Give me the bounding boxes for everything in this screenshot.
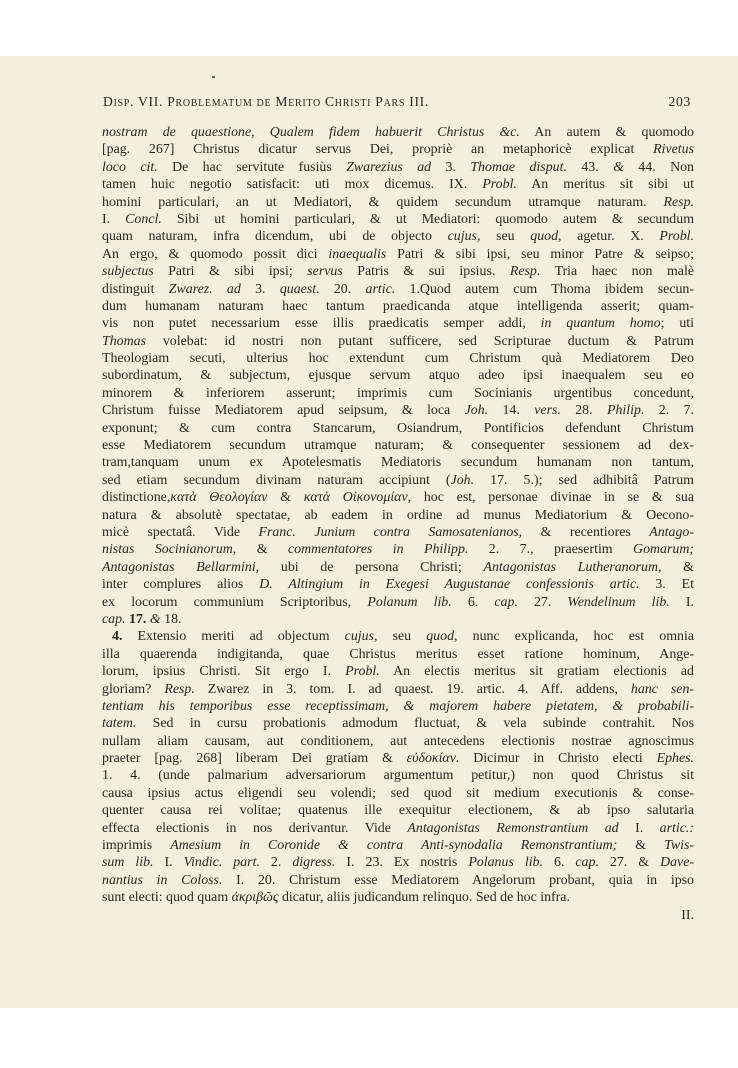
text-line [102,420,694,437]
text-run: Probl. [345,664,380,680]
text-run: vers. [534,403,561,419]
text-run: quod, [530,229,562,245]
text-run: ; uti [660,316,694,332]
text-run: Polanum lib. [367,594,452,610]
text-run: Thomas [102,333,146,349]
text-run: & recentiores [522,524,650,540]
text-line [102,907,694,924]
text-run: An autem & quomodo [519,125,694,140]
text-line [102,472,694,489]
text-line [102,176,694,193]
text-run: & [613,159,624,175]
text-line [102,785,694,802]
text-line [102,524,694,541]
text-run: Extensio meriti ad objectum [122,629,345,645]
text-run: Concl. [125,211,162,227]
text-run: An meritus sit sibi ut [516,177,694,193]
text-line [102,576,694,593]
text-run: 27. & [598,855,661,871]
text-run: 17. 5.); sed adhibitâ Patrum [474,472,694,488]
text-run: sunt electi: quod quam [102,890,232,906]
text-run: Resp. [663,194,694,210]
text-run: dum humanam naturam haec tantum praedicanda atque intelligenda asserit; quam- [102,298,694,314]
text-run: distinguit [102,281,169,297]
text-run: De hac servitute fusiùs [157,159,347,175]
text-run: cujus, [344,629,378,645]
text-run: 3. [431,159,471,175]
text-line [102,889,694,906]
text-run: Probl. [482,177,517,193]
text-run: seu [480,229,531,245]
text-run: Sed in cursu probationis admodum fluctuat, & vela subinde contrahit. Nos [136,716,694,732]
text-line [102,663,694,680]
text-run: 2. 7., praesertim [468,542,634,558]
text-run: Joh. [464,403,489,419]
text-line [102,367,694,384]
text-run: Antagonistas Bellarmini, [102,559,260,575]
page-number: 203 [668,94,691,109]
text-run: I. [153,855,184,871]
text-run: nostram de quaestione, Qualem fidem habuerit Christus &c. [102,125,520,140]
text-run: distinctione, [102,490,171,506]
text-run: Thomae disput. [470,159,567,175]
text-line [102,854,694,871]
text-run: Polanus lib. [468,855,543,871]
text-line [102,541,694,558]
text-line [102,820,694,837]
text-run: in quantum homo [540,316,661,332]
text-run: Zwarezius ad [346,159,432,175]
text-run: inaequalis [328,246,387,262]
text-line [102,315,694,332]
text-run: Philip. [606,403,645,419]
text-run: cujus, [447,229,481,245]
text-line [102,872,694,889]
text-run: Dicimur in Christo electi [459,751,657,767]
text-run: agetur. X. [561,229,660,245]
text-run: 1.Quod autem cum Thoma ibidem secun- [395,281,694,297]
text-run: nistas Socinianorum, [102,542,237,558]
text-run: quam naturam, infra dicendum, ubi de objecto [102,229,448,245]
text-run: κατὰ Οἰκονομίαν, [303,490,412,506]
text-line [102,263,694,280]
text-run: Resp. [164,681,195,697]
text-line [102,698,694,715]
text-run: Christum fuisse Mediatorem apud seipsum, & loca [102,403,465,419]
text-line [102,646,694,663]
text-run: micè spectatâ. Vide [102,524,259,540]
text-run: digress. [292,855,336,871]
text-run: I. 23. Ex nostris [335,855,469,871]
text-run: εὐδοκίαν. [406,751,460,767]
text-run: Antagonistas Remonstrantium ad [407,820,619,836]
text-run: An ergo, & quomodo possit dici [102,246,329,262]
text-run: Rivetus [653,142,694,158]
text-run: I. [102,211,126,227]
text-run: & [149,611,161,627]
text-run: loco cit. [102,159,158,175]
text-run: exponunt; & cum contra Stancarum, Osiandrum, Pontificios defendunt Christum [102,420,694,436]
text-run: 14. [488,403,535,419]
text-run: 18. [160,611,182,627]
text-run: tatem. [102,716,137,732]
text-run: artic.: [659,820,694,836]
text-run: subordinatum, & subjectum, ejusque servum atquo adeo ipsi inaequalem seu eo [102,368,694,384]
text-run: Patris & sui ipsius. [342,264,510,280]
text-run: esse Mediatorem secundum utramque naturam; & consequenter sessionem ad dex- [102,438,694,454]
text-run: cap. [575,855,599,871]
text-line [102,246,694,263]
text-run: I. [618,820,660,836]
text-run: 43. [566,159,614,175]
text-line [102,454,694,471]
text-run: 20. [319,281,366,297]
text-line [102,611,694,628]
text-run: Antagonistas Lutheranorum, [483,559,662,575]
book-page [0,56,738,1008]
text-line [102,715,694,732]
text-run: 4. [112,629,123,645]
text-run: II. [681,907,694,923]
text-run: 27. [517,594,568,610]
text-run: 3. [240,281,280,297]
text-run: lorum, ipsius Christi. Sit ergo I. [102,664,346,680]
text-run: cap. [494,594,518,610]
text-line [102,124,694,141]
text-run: tentiam his temporibus esse receptissimam, & majorem habere pietatem, & probabili- [102,698,694,714]
text-line [102,559,694,576]
text-run: 17. [125,611,150,627]
text-run: 1. 4. (unde palmarium adversariorum argumentum petitur,) non quod Christus sit [102,768,694,784]
text-run: 6. [542,855,576,871]
text-line [102,211,694,228]
text-run: vis non putet necessarium esse illis praedicatis semper addi, [102,316,541,332]
text-run: dicatur, aliis judicandum relinquo. Sed de hoc infra. [278,890,570,906]
text-run: & [661,559,694,575]
text-run: sum lib. [102,855,154,871]
text-run: cap. [102,611,126,627]
text-run: nullam aliam causam, aut conditionem, aut antecedens electionis nostrae agnoscimus [102,733,694,749]
text-run: Wendelinum lib. [567,594,670,610]
text-run: & [267,490,304,506]
text-run: quenter causa rei volitae; quatenus ille exequitur electionem, & ab ipso salutaria [102,803,694,819]
text-line [102,281,694,298]
text-run: Ephes. [656,751,694,767]
text-run: [pag. 267] Christus dicatur servus Dei, propriè an metaphoricè explicat [102,142,654,158]
text-run: sed etiam secundum divinam naturam accipiunt ( [102,472,451,488]
text-run: 3. Et [639,577,694,593]
text-run: Sibi ut homini particulari, & ut Mediatori: quomodo autem & secundum [161,211,694,227]
text-line [102,402,694,419]
text-run: Twis- [664,838,694,854]
text-run: I. [669,594,694,610]
text-run: Probl. [659,229,694,245]
text-run: Dave- [660,855,694,871]
text-run: Vindic. part. [183,855,260,871]
text-line [102,837,694,854]
text-line [102,594,694,611]
text-run: Zwarez in 3. tom. I. ad quaest. 19. artic. 4. Aff. addens, [194,681,631,697]
text-run: nantius in Coloss. [102,872,223,888]
text-run: quod, [426,629,458,645]
text-run: Resp. [509,264,541,280]
text-run: hoc est, personae divinae in se & sua [411,490,694,506]
text-run: Gomarum; [633,542,694,558]
text-run: seu [377,629,427,645]
text-run: & [617,838,665,854]
text-run: 6. [451,594,495,610]
text-line [102,750,694,767]
text-run: D. Altingium in Exegesi Augustanae confessionis artic. [259,577,640,593]
text-run: imprimis [102,838,171,854]
text-run: praeter [pag. 268] liberam Dei gratiam & [102,751,407,767]
text-run: κατὰ Θεολογίαν [170,490,268,506]
text-run: Amesium in Coronide & contra Anti-synodalia Remonstrantium; [170,838,618,854]
text-run: illa quaerenda indigitanda, quae Christus meritus esset ratione hominum, Ange- [102,646,694,662]
text-line [102,298,694,315]
text-run: natura & absolutè spectatae, ab eadem in ordine ad munus Mediatorium & Oecono- [102,507,694,523]
text-run: 2. [259,855,293,871]
printer-speck [212,76,215,78]
text-run: tram,tanquam unum ex Apotelesmatis Mediatoris secundum humanam non tantum, [102,455,694,471]
text-line [102,350,694,367]
text-line [102,767,694,784]
text-run: quaest. [279,281,320,297]
text-run: I. 20. Christum esse Mediatorem Angelorum probant, quia in ipso [222,872,694,888]
text-line [102,681,694,698]
text-run: Joh. [450,472,475,488]
text-run: volebat: id nostri non putant sufficere, sed Scripturae ductum & Patrum [146,333,694,349]
text-run: Antago- [649,524,694,540]
text-run: causa ipsius actus eligendi seu volendi; sed quod sit medium executionis & conse- [102,785,694,801]
text-run: Zwarez. ad [168,281,241,297]
text-run: commentatores in Philipp. [287,542,469,558]
text-line [102,507,694,524]
text-run: tamen huic negotio satisfacit: uti mox dicemus. IX. [102,177,483,193]
text-line [102,194,694,211]
text-line [102,333,694,350]
text-run: subjectus [102,264,154,280]
text-run: Patri & sibi ipsi; [153,264,308,280]
text-line [102,228,694,245]
text-run: 28. [560,403,607,419]
text-run: artic. [365,281,396,297]
text-run: servus [307,264,343,280]
text-run: Franc. Junium contra Samosatenianos, [258,524,523,540]
text-run: homini particulari, an ut Mediatori, & quidem secundum utramque naturam. [102,194,664,210]
text-line [102,802,694,819]
text-run: Tria haec non malè [540,264,694,280]
text-run: & [236,542,288,558]
text-run: inter complures alios [102,577,260,593]
text-run: hanc sen- [630,681,694,697]
text-run: ubi de persona Christi; [259,559,484,575]
text-run: 2. 7. [644,403,694,419]
text-line [102,159,694,176]
body-text [102,124,694,924]
text-line [102,385,694,402]
text-line [102,733,694,750]
text-run: nunc explicanda, hoc est omnia [457,629,694,645]
text-run: ex locorum communium Scriptoribus, [102,594,368,610]
running-header [103,94,691,110]
text-run: minorem & inferiorem asserunt; imprimis cum Socinianis urgentibus concedunt, [102,385,694,401]
text-line [102,489,694,506]
text-line [102,437,694,454]
text-run: Patri & sibi ipsi, seu minor Patre & seipso; [386,246,694,262]
text-run: gloriam? [102,681,165,697]
text-run: effecta electionis in nos derivantur. Vide [102,820,408,836]
text-line [102,628,694,645]
text-line [102,141,694,158]
text-run: An electis meritus sit gratiam electionis ad [379,664,694,680]
running-title: Disp. VII. Problematum de Merito Christi Pars III. [103,94,430,109]
text-run: Theologiam secuti, ulterius hoc extendunt cum Christum quà Mediatorem Deo [102,351,694,367]
text-run: 44. Non [623,159,694,175]
text-run: ἀκριβῶς [231,890,279,906]
